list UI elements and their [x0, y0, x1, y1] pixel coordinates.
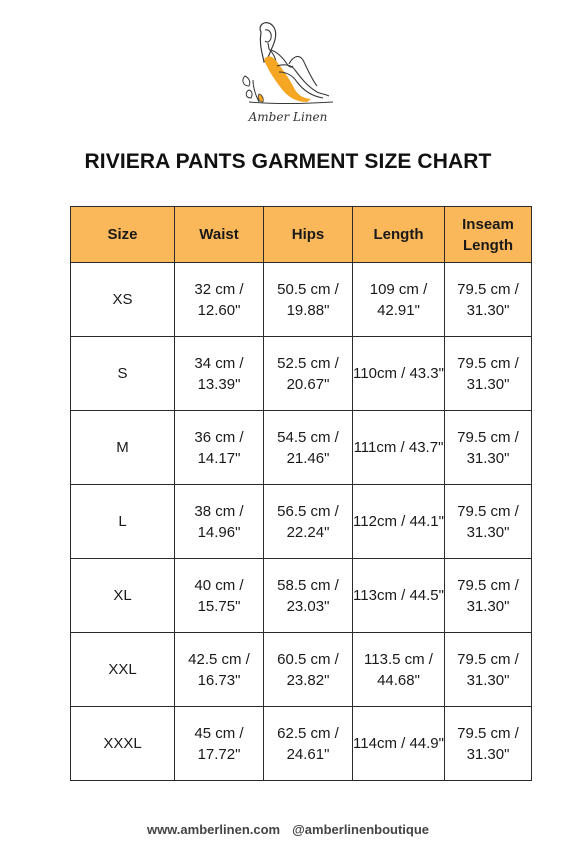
length-cell: 114cm / 44.9"	[353, 707, 445, 781]
table-row	[71, 337, 532, 411]
hips-cell: 58.5 cm / 23.03"	[264, 559, 353, 633]
waist-cell: 45 cm / 17.72"	[175, 707, 264, 781]
table-row	[71, 707, 532, 781]
inseam-cell: 79.5 cm / 31.30"	[445, 559, 532, 633]
table-row	[71, 633, 532, 707]
inseam-cell: 79.5 cm / 31.30"	[445, 485, 532, 559]
size-cell: L	[71, 485, 175, 559]
table-header-row	[71, 207, 532, 263]
length-cell: 110cm / 43.3"	[353, 337, 445, 411]
page-title: RIVIERA PANTS GARMENT SIZE CHART	[84, 150, 492, 173]
column-header-size: Size	[71, 207, 175, 263]
brand-name: Amber Linen	[248, 110, 328, 124]
table-row	[71, 411, 532, 485]
length-cell: 113.5 cm / 44.68"	[353, 633, 445, 707]
waist-cell: 32 cm / 12.60"	[175, 263, 264, 337]
length-cell: 113cm / 44.5"	[353, 559, 445, 633]
social-handle[interactable]: @amberlinenboutique	[292, 822, 430, 837]
footer	[0, 822, 576, 837]
size-cell: XXXL	[71, 707, 175, 781]
waist-cell: 40 cm / 15.75"	[175, 559, 264, 633]
inseam-cell: 79.5 cm / 31.30"	[445, 707, 532, 781]
column-header-length: Length	[353, 207, 445, 263]
woman-seated-illustration-icon	[231, 20, 345, 110]
column-header-waist: Waist	[175, 207, 264, 263]
size-cell: XXL	[71, 633, 175, 707]
website-link[interactable]: www.amberlinen.com	[146, 822, 281, 837]
waist-cell: 38 cm / 14.96"	[175, 485, 264, 559]
size-cell: XL	[71, 559, 175, 633]
length-cell: 112cm / 44.1"	[353, 485, 445, 559]
hips-cell: 54.5 cm / 21.46"	[264, 411, 353, 485]
hips-cell: 62.5 cm / 24.61"	[264, 707, 353, 781]
column-header-hips: Hips	[264, 207, 353, 263]
table-row	[71, 485, 532, 559]
brand-logo	[231, 20, 345, 130]
hips-cell: 60.5 cm / 23.82"	[264, 633, 353, 707]
inseam-cell: 79.5 cm / 31.30"	[445, 411, 532, 485]
length-cell: 111cm / 43.7"	[353, 411, 445, 485]
waist-cell: 42.5 cm / 16.73"	[175, 633, 264, 707]
inseam-cell: 79.5 cm / 31.30"	[445, 337, 532, 411]
length-cell: 109 cm / 42.91"	[353, 263, 445, 337]
inseam-cell: 79.5 cm / 31.30"	[445, 633, 532, 707]
hips-cell: 52.5 cm / 20.67"	[264, 337, 353, 411]
table-row	[71, 263, 532, 337]
hips-cell: 50.5 cm / 19.88"	[264, 263, 353, 337]
waist-cell: 36 cm / 14.17"	[175, 411, 264, 485]
size-cell: XS	[71, 263, 175, 337]
size-cell: M	[71, 411, 175, 485]
waist-cell: 34 cm / 13.39"	[175, 337, 264, 411]
inseam-cell: 79.5 cm / 31.30"	[445, 263, 532, 337]
table-row	[71, 559, 532, 633]
hips-cell: 56.5 cm / 22.24"	[264, 485, 353, 559]
column-header-inseam-length: Inseam Length	[445, 207, 532, 263]
size-cell: S	[71, 337, 175, 411]
size-chart-table	[70, 206, 532, 781]
